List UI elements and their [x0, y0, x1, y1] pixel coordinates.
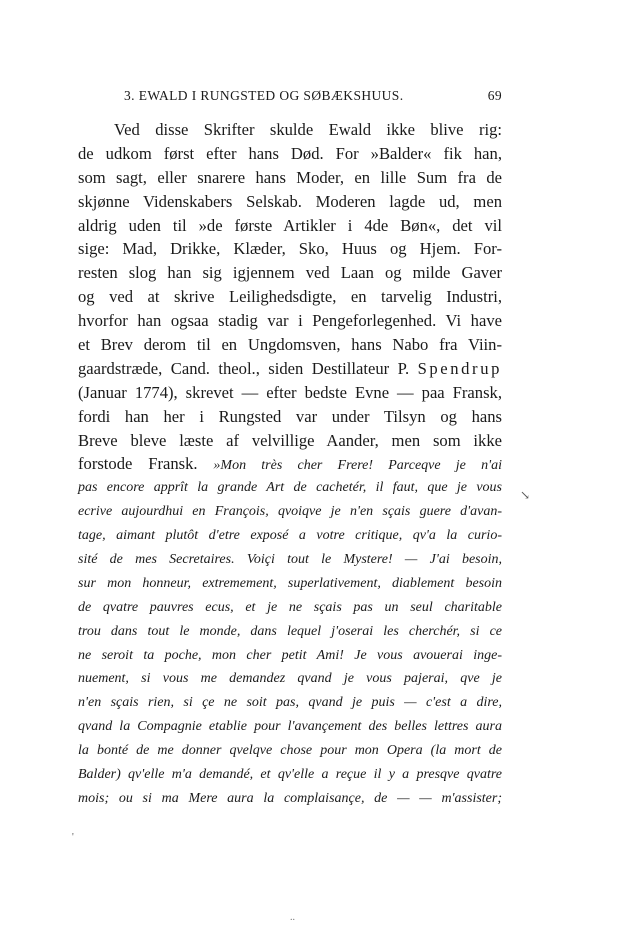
- letter-line: qvand la Compagnie etablie pour l'avançement des belles lettres aura: [78, 719, 502, 735]
- chapter-title: 3. EWALD I RUNGSTED OG SØBÆKSHUUS.: [124, 88, 404, 103]
- spaced-name: Spendrup: [417, 358, 502, 378]
- text-line: resten slog han sig igjennem ved Laan og milde Gaver: [78, 263, 502, 283]
- letter-line: n'en sçais rien, si çe ne soit pas, qvand je puis — c'est a dire,: [78, 695, 502, 711]
- letter-line: nuement, si vous me demandez qvand je vous pajerai, qve je: [78, 671, 502, 687]
- letter-line: ecrive aujourdhui en François, qvoiqve je n'en sçais guere d'avan-: [78, 504, 502, 520]
- letter-opening: »Mon très cher Frere! Parceqve je n'ai: [213, 458, 502, 474]
- text-segment: forstode Fransk.: [78, 454, 198, 474]
- letter-line: mois; ou si ma Mere aura la complaisançe, de — — m'assister;: [78, 790, 502, 806]
- text-segment: gaardstræde, Cand. theol., siden Destillateur P.: [78, 358, 410, 378]
- text-line: Ved disse Skrifter skulde Ewald ikke blive rig:: [114, 120, 502, 139]
- text-line: [78, 357, 502, 381]
- text-line: sige: Mad, Drikke, Klæder, Sko, Huus og Hjem. For-: [78, 239, 502, 259]
- text-line: de udkom først efter hans Død. For »Balder« fik han,: [78, 143, 502, 163]
- letter-line: de qvatre pauvres ecus, et je ne sçais pas un seul charitable: [78, 599, 502, 615]
- text-line: aldrig uden til »de første Artikler i 4de Bøn«, det vil: [78, 215, 502, 235]
- text-line: skjønne Videnskabers Selskab. Moderen lagde ud, men: [78, 191, 502, 211]
- letter-line: sur mon honneur, extremement, superlativement, diablement besoin: [78, 575, 502, 591]
- text-line: [78, 452, 502, 476]
- letter-line: pas encore apprît la grande Art de cachetér, il faut, que je vous: [78, 480, 502, 496]
- text-line: som sagt, eller snarere hans Moder, en lille Sum fra de: [78, 167, 502, 187]
- letter-line: trou dans tout le monde, dans lequel j'oserai les cherchér, si ce: [78, 623, 502, 639]
- letter-line: ne seroit ta poche, mon cher petit Ami! Je vous avouerai inge-: [78, 647, 502, 663]
- text-line: hvorfor han ogsaa stadig var i Pengeforlegenhed. Vi have: [78, 311, 502, 331]
- text-line: Breve bleve læste af velvillige Aander, men som ikke: [78, 430, 502, 450]
- letter-line: Balder) qv'elle m'a demandé, et qv'elle a reçue il y a presqve qvatre: [78, 767, 502, 783]
- text-line: (Januar 1774), skrevet — efter bedste Evne — paa Fransk,: [78, 382, 502, 402]
- margin-mark: ↘: [520, 488, 531, 502]
- letter-line: la bonté de me donner qvelqve chose pour mon Opera (la mort de: [78, 743, 502, 759]
- text-line: et Brev derom til en Ungdomsven, hans Nabo fra Viin-: [78, 335, 502, 355]
- text-line: fordi han her i Rungsted var under Tilsyn og hans: [78, 406, 502, 426]
- letter-line: sité de mes Secretaires. Voiçi tout le Mystere! — J'ai besoin,: [78, 552, 502, 568]
- letter-line: tage, aimant plutôt d'etre exposé a votre critique, qv'a la curio-: [78, 528, 502, 544]
- margin-mark: ': [72, 832, 74, 843]
- text-line: og ved at skrive Leilighedsdigte, en tarvelig Industri,: [78, 287, 502, 307]
- page-number: 69: [487, 88, 502, 103]
- page-body: [78, 118, 502, 811]
- footer-dots: ..: [290, 912, 295, 923]
